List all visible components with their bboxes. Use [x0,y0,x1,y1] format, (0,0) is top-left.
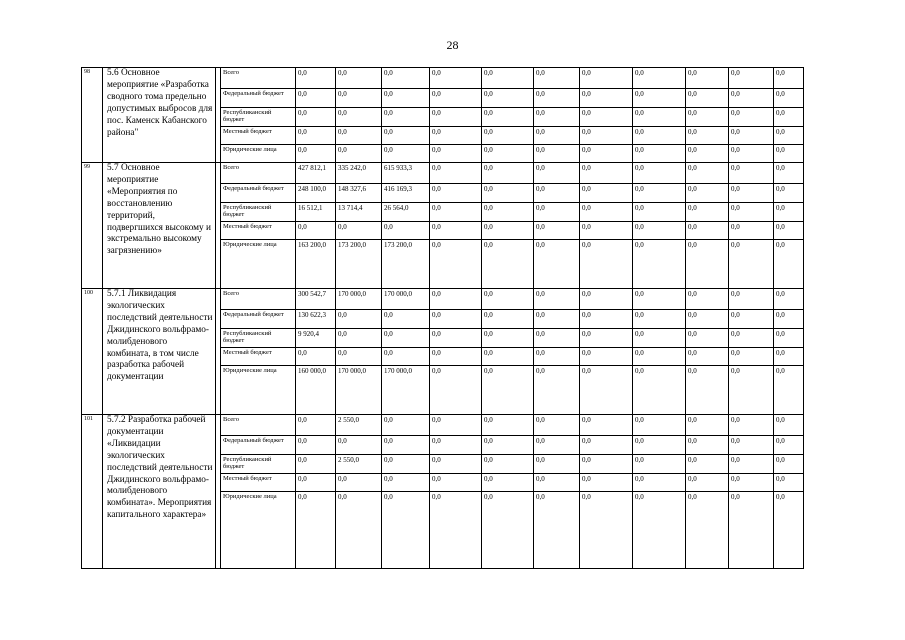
funding-value: 0,0 [382,68,430,89]
funding-value: 0,0 [729,222,774,240]
funding-source: Республиканский бюджет [221,329,296,348]
funding-value: 0,0 [534,492,580,569]
funding-value: 0,0 [774,108,804,127]
funding-value: 0,0 [580,108,633,127]
funding-value: 0,0 [336,492,382,569]
funding-value: 0,0 [296,492,336,569]
funding-source: Федеральный бюджет [221,436,296,455]
funding-value: 0,0 [580,492,633,569]
funding-value: 0,0 [482,89,534,108]
funding-value: 0,0 [534,310,580,329]
funding-value: 0,0 [774,222,804,240]
funding-value: 0,0 [686,415,729,436]
funding-value: 0,0 [482,455,534,474]
funding-value: 0,0 [382,436,430,455]
funding-value: 170 000,0 [336,289,382,310]
funding-value: 0,0 [580,68,633,89]
funding-value: 0,0 [633,474,686,492]
funding-value: 0,0 [686,127,729,145]
funding-value: 0,0 [686,145,729,163]
funding-value: 0,0 [430,89,482,108]
funding-value: 0,0 [382,310,430,329]
funding-value: 0,0 [430,163,482,184]
funding-value: 0,0 [580,89,633,108]
funding-value: 0,0 [729,127,774,145]
funding-value: 0,0 [729,415,774,436]
funding-value: 0,0 [534,108,580,127]
funding-value: 0,0 [686,348,729,366]
funding-value: 0,0 [633,436,686,455]
funding-value: 0,0 [686,329,729,348]
funding-value: 0,0 [534,366,580,415]
funding-value: 170 000,0 [382,366,430,415]
funding-value: 0,0 [336,329,382,348]
activity-name: 5.7.2 Разработка рабочей документации «Ликвидации экологических последствий деятельности Джидинского вольфрамо-молибденового комбината». Мероприятия капитального характера» [103,415,216,569]
funding-value: 130 622,3 [296,310,336,329]
funding-value: 0,0 [430,474,482,492]
funding-value: 0,0 [296,436,336,455]
funding-value: 0,0 [580,348,633,366]
funding-value: 0,0 [774,145,804,163]
funding-value: 0,0 [729,145,774,163]
funding-source: Местный бюджет [221,222,296,240]
funding-value: 0,0 [482,108,534,127]
funding-value: 2 550,0 [336,455,382,474]
funding-value: 0,0 [729,108,774,127]
row-number: 99 [82,163,103,289]
funding-value: 0,0 [534,145,580,163]
funding-value: 0,0 [774,436,804,455]
funding-value: 0,0 [729,240,774,289]
funding-value: 0,0 [633,203,686,222]
funding-value: 0,0 [382,348,430,366]
funding-value: 0,0 [729,163,774,184]
funding-value: 0,0 [482,127,534,145]
funding-value: 0,0 [774,310,804,329]
funding-source: Всего [221,163,296,184]
funding-value: 0,0 [482,222,534,240]
funding-value: 0,0 [482,329,534,348]
funding-value: 0,0 [633,348,686,366]
funding-value: 0,0 [296,108,336,127]
funding-value: 0,0 [774,68,804,89]
funding-value: 300 542,7 [296,289,336,310]
funding-value: 0,0 [729,310,774,329]
funding-source: Юридические лица [221,492,296,569]
funding-value: 0,0 [729,68,774,89]
funding-value: 0,0 [774,203,804,222]
funding-source: Федеральный бюджет [221,184,296,203]
funding-value: 0,0 [296,145,336,163]
funding-source: Юридические лица [221,145,296,163]
activity-name: 5.6 Основное мероприятие «Разработка сводного тома предельно допустимых выбросов для пос. Каменск Кабанского района" [103,68,216,163]
funding-value: 0,0 [430,348,482,366]
funding-value: 0,0 [580,436,633,455]
funding-value: 0,0 [534,89,580,108]
funding-source: Местный бюджет [221,348,296,366]
funding-value: 0,0 [534,127,580,145]
funding-value: 0,0 [774,184,804,203]
funding-value: 0,0 [382,222,430,240]
funding-value: 0,0 [580,415,633,436]
funding-value: 0,0 [382,474,430,492]
funding-value: 0,0 [430,492,482,569]
funding-value: 0,0 [430,222,482,240]
funding-value: 0,0 [633,184,686,203]
funding-value: 2 550,0 [336,415,382,436]
funding-value: 0,0 [336,222,382,240]
funding-value: 0,0 [729,89,774,108]
funding-value: 0,0 [729,184,774,203]
funding-value: 0,0 [774,329,804,348]
funding-value: 0,0 [580,240,633,289]
funding-value: 0,0 [482,68,534,89]
funding-value: 0,0 [534,474,580,492]
funding-value: 0,0 [729,348,774,366]
funding-source: Юридические лица [221,366,296,415]
funding-value: 0,0 [382,329,430,348]
funding-value: 0,0 [686,222,729,240]
funding-value: 0,0 [774,240,804,289]
funding-value: 0,0 [336,348,382,366]
budget-table [81,67,804,569]
funding-value: 0,0 [686,366,729,415]
funding-value: 0,0 [382,415,430,436]
funding-value: 335 242,0 [336,163,382,184]
funding-value: 0,0 [382,89,430,108]
funding-value: 0,0 [430,203,482,222]
funding-value: 0,0 [774,366,804,415]
funding-value: 615 933,3 [382,163,430,184]
funding-value: 0,0 [296,68,336,89]
funding-value: 0,0 [534,240,580,289]
funding-value: 0,0 [430,436,482,455]
funding-value: 0,0 [633,492,686,569]
row-number: 98 [82,68,103,163]
funding-value: 0,0 [430,240,482,289]
funding-value: 0,0 [774,348,804,366]
funding-value: 0,0 [580,163,633,184]
funding-value: 0,0 [482,145,534,163]
funding-value: 0,0 [729,455,774,474]
funding-value: 0,0 [336,89,382,108]
funding-value: 0,0 [430,108,482,127]
funding-value: 0,0 [336,145,382,163]
funding-value: 0,0 [382,127,430,145]
funding-value: 0,0 [336,127,382,145]
funding-value: 0,0 [686,108,729,127]
funding-source: Всего [221,415,296,436]
funding-source: Федеральный бюджет [221,310,296,329]
funding-value: 0,0 [633,163,686,184]
table-row [82,289,804,310]
funding-value: 0,0 [729,289,774,310]
table-row [82,163,804,184]
funding-value: 0,0 [686,436,729,455]
funding-value: 0,0 [336,108,382,127]
funding-value: 0,0 [633,455,686,474]
funding-value: 0,0 [580,222,633,240]
funding-value: 0,0 [382,108,430,127]
funding-value: 0,0 [430,127,482,145]
funding-value: 0,0 [482,184,534,203]
funding-source: Всего [221,68,296,89]
funding-value: 9 920,4 [296,329,336,348]
funding-value: 0,0 [482,289,534,310]
funding-value: 0,0 [729,329,774,348]
funding-value: 160 000,0 [296,366,336,415]
funding-value: 0,0 [534,184,580,203]
funding-value: 0,0 [534,163,580,184]
funding-value: 0,0 [774,127,804,145]
funding-value: 0,0 [633,222,686,240]
funding-value: 0,0 [774,163,804,184]
funding-value: 163 200,0 [296,240,336,289]
funding-value: 0,0 [686,184,729,203]
funding-value: 0,0 [580,145,633,163]
funding-value: 0,0 [686,289,729,310]
funding-value: 0,0 [336,474,382,492]
row-number: 101 [82,415,103,569]
funding-value: 0,0 [482,436,534,455]
funding-value: 0,0 [296,474,336,492]
funding-value: 0,0 [633,289,686,310]
funding-value: 0,0 [430,289,482,310]
funding-value: 0,0 [430,415,482,436]
funding-value: 0,0 [580,455,633,474]
funding-value: 0,0 [430,184,482,203]
funding-value: 0,0 [336,310,382,329]
funding-value: 0,0 [430,455,482,474]
funding-value: 148 327,6 [336,184,382,203]
funding-value: 0,0 [482,474,534,492]
funding-value: 0,0 [580,127,633,145]
funding-value: 0,0 [774,492,804,569]
funding-value: 0,0 [382,455,430,474]
funding-value: 0,0 [382,492,430,569]
activity-name: 5.7.1 Ликвидация экологических последствий деятельности Джидинского вольфрамо-молибденового комбината, в том числе разработка рабочей документации [103,289,216,415]
funding-value: 0,0 [482,366,534,415]
funding-value: 0,0 [633,89,686,108]
funding-value: 0,0 [633,127,686,145]
funding-value: 0,0 [686,203,729,222]
funding-value: 0,0 [430,145,482,163]
funding-value: 0,0 [534,203,580,222]
funding-value: 13 714,4 [336,203,382,222]
activity-name: 5.7 Основное мероприятие «Мероприятия по восстановлению территорий, подвергшихся высокому и экстремально высокому загрязнению» [103,163,216,289]
funding-value: 0,0 [534,436,580,455]
funding-source: Республиканский бюджет [221,108,296,127]
funding-value: 0,0 [633,68,686,89]
funding-value: 0,0 [580,289,633,310]
funding-source: Республиканский бюджет [221,455,296,474]
funding-value: 0,0 [336,436,382,455]
funding-value: 0,0 [686,474,729,492]
funding-value: 26 564,0 [382,203,430,222]
funding-source: Местный бюджет [221,474,296,492]
funding-value: 0,0 [580,474,633,492]
funding-value: 0,0 [296,222,336,240]
funding-source: Федеральный бюджет [221,89,296,108]
funding-value: 0,0 [633,145,686,163]
funding-value: 0,0 [296,89,336,108]
funding-value: 0,0 [633,310,686,329]
table-row [82,415,804,436]
funding-value: 0,0 [534,68,580,89]
funding-value: 0,0 [482,240,534,289]
funding-value: 0,0 [686,310,729,329]
funding-value: 0,0 [774,455,804,474]
funding-value: 427 812,1 [296,163,336,184]
funding-value: 0,0 [580,184,633,203]
funding-value: 16 512,1 [296,203,336,222]
funding-value: 0,0 [482,492,534,569]
funding-value: 0,0 [580,329,633,348]
funding-value: 416 169,3 [382,184,430,203]
funding-value: 0,0 [774,289,804,310]
funding-value: 0,0 [482,415,534,436]
funding-value: 0,0 [686,89,729,108]
funding-source: Республиканский бюджет [221,203,296,222]
funding-source: Местный бюджет [221,127,296,145]
funding-value: 0,0 [534,289,580,310]
funding-value: 0,0 [686,455,729,474]
funding-value: 0,0 [296,127,336,145]
funding-value: 0,0 [296,415,336,436]
funding-value: 0,0 [686,163,729,184]
funding-value: 0,0 [336,68,382,89]
funding-value: 170 000,0 [382,289,430,310]
funding-value: 0,0 [633,240,686,289]
funding-value: 0,0 [534,415,580,436]
funding-value: 0,0 [633,366,686,415]
funding-value: 0,0 [729,203,774,222]
funding-value: 0,0 [482,348,534,366]
funding-value: 0,0 [482,203,534,222]
funding-value: 0,0 [534,348,580,366]
funding-value: 0,0 [580,203,633,222]
funding-value: 170 000,0 [336,366,382,415]
funding-value: 0,0 [482,310,534,329]
funding-value: 0,0 [534,222,580,240]
table-row [82,68,804,89]
funding-value: 0,0 [296,348,336,366]
funding-value: 0,0 [633,108,686,127]
funding-value: 0,0 [430,310,482,329]
funding-value: 0,0 [774,415,804,436]
funding-value: 0,0 [686,492,729,569]
funding-value: 0,0 [382,145,430,163]
funding-value: 0,0 [633,415,686,436]
funding-value: 173 200,0 [382,240,430,289]
funding-value: 0,0 [430,366,482,415]
funding-value: 0,0 [633,329,686,348]
page-number: 28 [446,38,459,52]
funding-value: 0,0 [774,89,804,108]
funding-value: 0,0 [729,366,774,415]
funding-value: 0,0 [430,329,482,348]
funding-value: 0,0 [729,436,774,455]
funding-value: 0,0 [482,163,534,184]
funding-value: 0,0 [430,68,482,89]
funding-value: 0,0 [580,310,633,329]
funding-value: 0,0 [580,366,633,415]
funding-value: 0,0 [729,474,774,492]
funding-value: 248 100,0 [296,184,336,203]
funding-value: 0,0 [296,455,336,474]
funding-value: 173 200,0 [336,240,382,289]
funding-source: Всего [221,289,296,310]
funding-value: 0,0 [774,474,804,492]
funding-source: Юридические лица [221,240,296,289]
funding-value: 0,0 [686,68,729,89]
funding-value: 0,0 [534,455,580,474]
funding-value: 0,0 [534,329,580,348]
row-number: 100 [82,289,103,415]
funding-value: 0,0 [729,492,774,569]
funding-value: 0,0 [686,240,729,289]
